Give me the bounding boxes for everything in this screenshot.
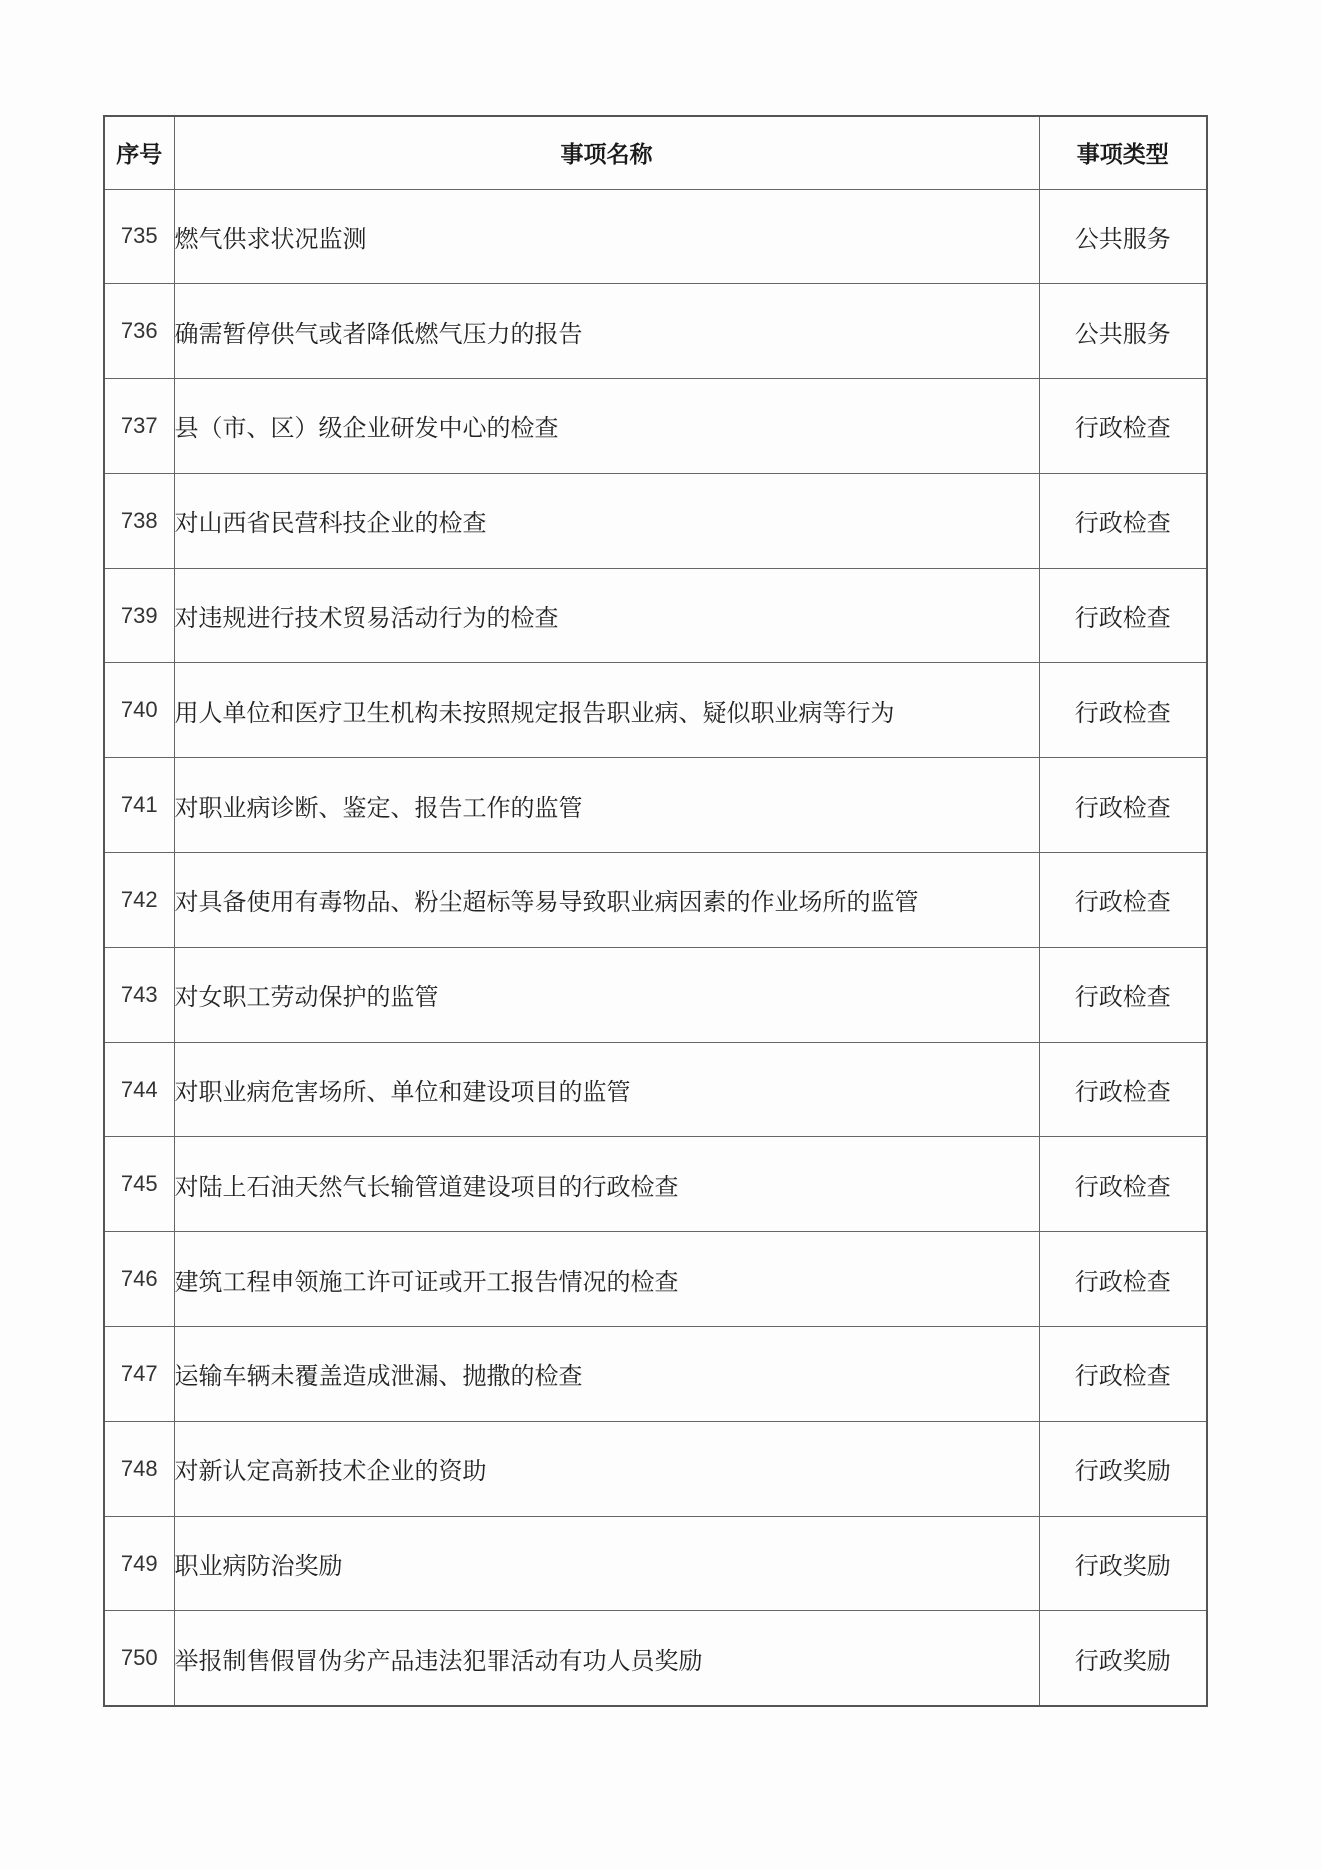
row-number: 738 xyxy=(104,473,174,568)
table-row xyxy=(104,473,1207,568)
row-number: 742 xyxy=(104,853,174,948)
item-type: 行政检查 xyxy=(1039,379,1207,474)
item-name: 对女职工劳动保护的监管 xyxy=(174,947,1039,1042)
item-type: 行政奖励 xyxy=(1039,1516,1207,1611)
row-number: 746 xyxy=(104,1232,174,1327)
row-number: 748 xyxy=(104,1421,174,1516)
row-number: 744 xyxy=(104,1042,174,1137)
item-name: 用人单位和医疗卫生机构未按照规定报告职业病、疑似职业病等行为 xyxy=(174,663,1039,758)
item-name: 对具备使用有毒物品、粉尘超标等易导致职业病因素的作业场所的监管 xyxy=(174,853,1039,948)
item-name: 建筑工程申领施工许可证或开工报告情况的检查 xyxy=(174,1232,1039,1327)
table-body xyxy=(104,189,1207,1706)
item-name: 县（市、区）级企业研发中心的检查 xyxy=(174,379,1039,474)
item-type: 行政检查 xyxy=(1039,758,1207,853)
item-type: 行政检查 xyxy=(1039,1137,1207,1232)
table-row xyxy=(104,1232,1207,1327)
table-row xyxy=(104,189,1207,284)
item-name: 职业病防治奖励 xyxy=(174,1516,1039,1611)
item-name: 燃气供求状况监测 xyxy=(174,189,1039,284)
items-table xyxy=(103,115,1208,1707)
row-number: 745 xyxy=(104,1137,174,1232)
item-type: 行政检查 xyxy=(1039,473,1207,568)
item-name: 对陆上石油天然气长输管道建设项目的行政检查 xyxy=(174,1137,1039,1232)
row-number: 743 xyxy=(104,947,174,1042)
row-number: 740 xyxy=(104,663,174,758)
header-name: 事项名称 xyxy=(174,116,1039,189)
table-row xyxy=(104,853,1207,948)
item-type: 行政奖励 xyxy=(1039,1421,1207,1516)
item-name: 对职业病诊断、鉴定、报告工作的监管 xyxy=(174,758,1039,853)
row-number: 741 xyxy=(104,758,174,853)
row-number: 747 xyxy=(104,1327,174,1422)
row-number: 735 xyxy=(104,189,174,284)
item-type: 行政奖励 xyxy=(1039,1611,1207,1706)
table-row xyxy=(104,379,1207,474)
table-row xyxy=(104,663,1207,758)
item-name: 确需暂停供气或者降低燃气压力的报告 xyxy=(174,284,1039,379)
header-no: 序号 xyxy=(104,116,174,189)
table-row xyxy=(104,1516,1207,1611)
row-number: 739 xyxy=(104,568,174,663)
item-name: 对违规进行技术贸易活动行为的检查 xyxy=(174,568,1039,663)
item-type: 行政检查 xyxy=(1039,568,1207,663)
table-row xyxy=(104,1421,1207,1516)
row-number: 737 xyxy=(104,379,174,474)
item-type: 行政检查 xyxy=(1039,1042,1207,1137)
row-number: 750 xyxy=(104,1611,174,1706)
row-number: 749 xyxy=(104,1516,174,1611)
item-type: 公共服务 xyxy=(1039,189,1207,284)
header-type: 事项类型 xyxy=(1039,116,1207,189)
table-row xyxy=(104,284,1207,379)
item-type: 行政检查 xyxy=(1039,947,1207,1042)
table-row xyxy=(104,1611,1207,1706)
table-row xyxy=(104,568,1207,663)
item-type: 行政检查 xyxy=(1039,853,1207,948)
item-type: 行政检查 xyxy=(1039,1327,1207,1422)
table-row xyxy=(104,758,1207,853)
item-type: 公共服务 xyxy=(1039,284,1207,379)
table-row xyxy=(104,1327,1207,1422)
header-row xyxy=(104,116,1207,189)
item-type: 行政检查 xyxy=(1039,1232,1207,1327)
table-row xyxy=(104,947,1207,1042)
row-number: 736 xyxy=(104,284,174,379)
item-name: 对山西省民营科技企业的检查 xyxy=(174,473,1039,568)
item-name: 对职业病危害场所、单位和建设项目的监管 xyxy=(174,1042,1039,1137)
item-name: 举报制售假冒伪劣产品违法犯罪活动有功人员奖励 xyxy=(174,1611,1039,1706)
table-header xyxy=(104,116,1207,189)
table-row xyxy=(104,1042,1207,1137)
item-name: 对新认定高新技术企业的资助 xyxy=(174,1421,1039,1516)
item-type: 行政检查 xyxy=(1039,663,1207,758)
table-row xyxy=(104,1137,1207,1232)
item-name: 运输车辆未覆盖造成泄漏、抛撒的检查 xyxy=(174,1327,1039,1422)
